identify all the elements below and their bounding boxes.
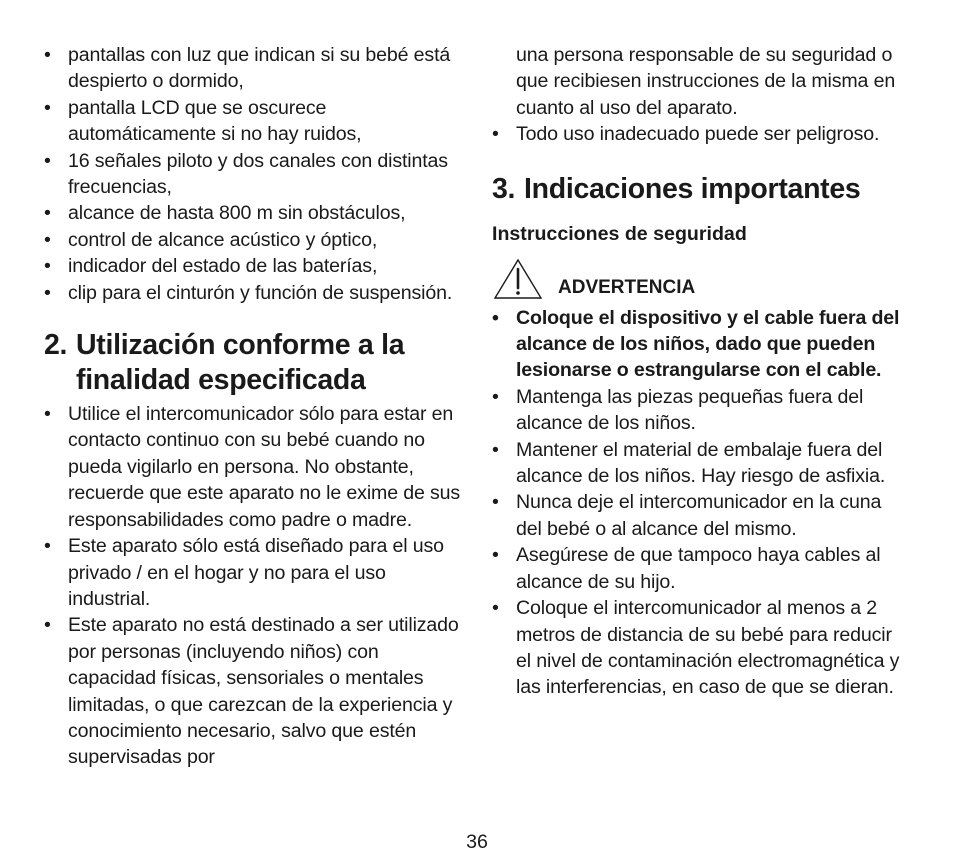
list-item: • Asegúrese de que tampoco haya cables al alcance de su hijo. xyxy=(492,542,912,595)
list-item: • clip para el cinturón y función de suspensión. xyxy=(44,280,464,306)
list-item: • indicador del estado de las baterías, xyxy=(44,253,464,279)
section-2-heading xyxy=(44,328,464,398)
list-item: • Este aparato no está destinado a ser utilizado por personas (incluyendo niños) con capacidad físicas, sensoriales o mentales limitadas, o que carezcan de la experiencia y conocimiento necesario, salvo que estén supervisadas por xyxy=(44,612,464,770)
safety-subheading: Instrucciones de seguridad xyxy=(492,222,747,245)
section-title-line2: finalidad especificada xyxy=(76,364,366,397)
usage-list xyxy=(44,401,464,771)
list-item: • Nunca deje el intercomunicador en la cuna del bebé o al alcance del mismo. xyxy=(492,489,912,542)
list-item: • Mantenga las piezas pequeñas fuera del alcance de los niños. xyxy=(492,384,912,437)
warning-header xyxy=(492,257,912,301)
continued-paragraph: una persona responsable de su seguridad o que recibiesen instrucciones de la misma en cuanto al uso del aparato. xyxy=(516,44,896,119)
page-number: 36 xyxy=(466,831,488,853)
section-number: 2. xyxy=(44,329,68,362)
list-item: • Utilice el intercomunicador sólo para estar en contacto continuo con su bebé cuando no pueda vigilarlo en persona. No obstante, recuerde que este aparato no le exime de sus responsabilidades como padre o madre. xyxy=(44,401,464,533)
list-item: • Coloque el intercomunicador al menos a 2 metros de distancia de su bebé para reducir el nivel de contaminación electromagnética y las interferencias, en caso de que se dieran. xyxy=(492,595,912,701)
list-item: • alcance de hasta 800 m sin obstáculos, xyxy=(44,200,464,226)
section-number: 3. xyxy=(492,172,516,205)
section-title-line1: Utilización conforme a la xyxy=(76,329,405,362)
list-item: • Coloque el dispositivo y el cable fuera del alcance de los niños, dado que pueden lesionarse o estrangularse con el cable. xyxy=(492,305,912,384)
section-3-heading xyxy=(492,172,912,207)
list-item: • Mantener el material de embalaje fuera del alcance de los niños. Hay riesgo de asfixia. xyxy=(492,437,912,490)
warning-label: ADVERTENCIA xyxy=(558,276,696,298)
left-column xyxy=(44,42,464,771)
list-item: • pantalla LCD que se oscurece automáticamente si no hay ruidos, xyxy=(44,95,464,148)
list-item: • Todo uso inadecuado puede ser peligroso. xyxy=(492,121,912,147)
continued-list xyxy=(492,121,912,147)
list-item: • 16 señales piloto y dos canales con distintas frecuencias, xyxy=(44,148,464,201)
list-item: • Este aparato sólo está diseñado para el uso privado / en el hogar y no para el uso industrial. xyxy=(44,533,464,612)
feature-list xyxy=(44,42,464,306)
right-column xyxy=(492,42,912,701)
list-item: • control de alcance acústico y óptico, xyxy=(44,227,464,253)
safety-list xyxy=(492,305,912,701)
warning-triangle-icon xyxy=(492,257,544,301)
list-item: • pantallas con luz que indican si su bebé está despierto o dormido, xyxy=(44,42,464,95)
section-title: Indicaciones importantes xyxy=(524,172,861,205)
